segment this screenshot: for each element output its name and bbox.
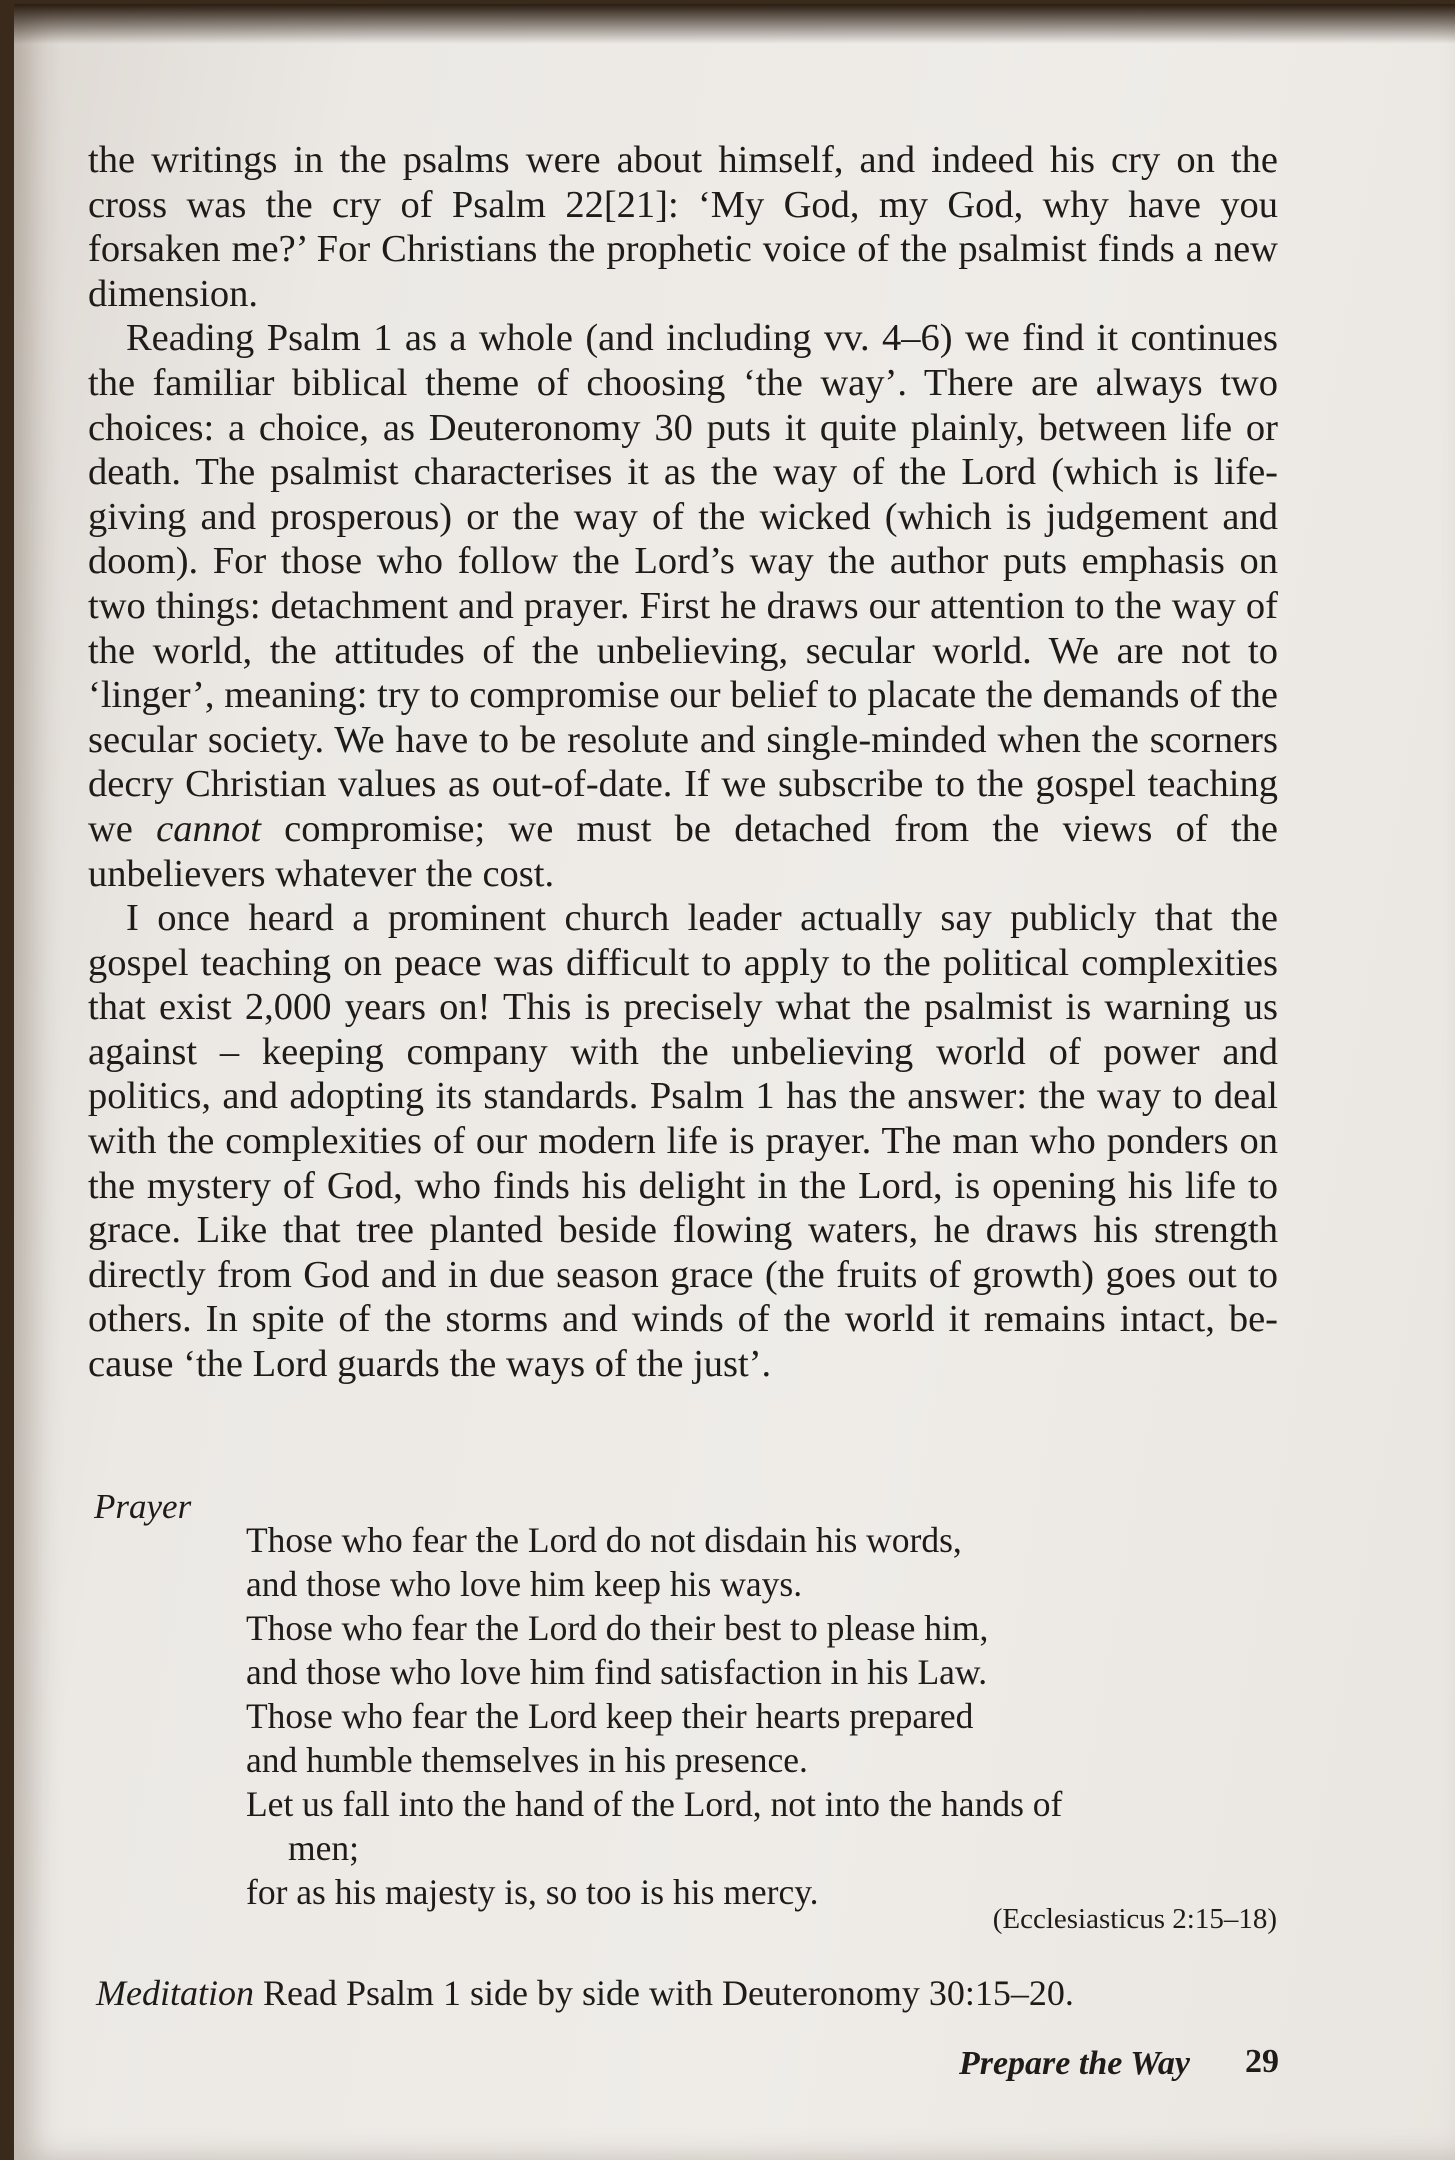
prayer-line: Let us fall into the hand of the Lord, not into the hands of <box>246 1784 1063 1824</box>
prayer-line: and those who love him find satisfaction in his Law. <box>246 1652 988 1692</box>
paragraph-2-end: compromise; we must be detached from the views of the unbelievers whatever the cost. <box>88 807 1278 895</box>
running-footer-title: Prepare the Way <box>958 2045 1190 2082</box>
prayer-line: Those who fear the Lord do their best to please him, <box>246 1608 989 1648</box>
prayer-line: Those who fear the Lord keep their hearts prepared <box>246 1696 974 1736</box>
prayer-line: Those who fear the Lord do not disdain his words, <box>246 1520 962 1560</box>
meditation-text: Read Psalm 1 side by side with Deuteronomy 30:15–20. <box>253 1973 1074 2013</box>
meditation <box>96 1972 1074 2014</box>
meditation-label: Meditation <box>96 1973 254 2013</box>
paragraph-3: I once heard a prominent church leader actually say publicly that the gospel teaching on peace was difficult to apply to the political complexities that exist 2,000 years on! This is precisely what the psalmist is warning us against – keeping company with the unbelieving world of power and politics, and adopting its standards. Psalm 1 has the answer: the way to deal with the complexities of our modern life is prayer. The man who ponders on the mystery of God, who finds his delight in the Lord, is opening his life to grace. Like that tree planted beside flowing waters, he draws his strength directly from God and in due season grace (the fruits of growth) goes out to others. In spite of the storms and winds of the world it remains intact, because ‘the Lord guards the ways of the just’. <box>88 897 1278 1386</box>
body-text <box>88 138 1278 1387</box>
prayer-line: for as his majesty is, so too is his mercy. <box>246 1872 819 1912</box>
prayer-line: and humble themselves in his presence. <box>246 1740 808 1780</box>
prayer-line: and those who love him keep his ways. <box>246 1564 803 1604</box>
prayer-heading: Prayer <box>94 1487 192 1526</box>
emphasis-we: we <box>88 807 133 850</box>
prayer-verse <box>246 1518 1286 1914</box>
paragraph-1: the writings in the psalms were about himself, and indeed his cry on the cross was the cry of Psalm 22[21]: ‘My God, my God, why have you forsaken me?’ For Christians the prophetic voice of the psalmist finds a new dimension. <box>88 139 1278 315</box>
prayer-line: men; <box>288 1828 359 1868</box>
page-number: 29 <box>1245 2043 1279 2080</box>
page-top-shadow <box>14 4 1455 44</box>
prayer-reference: (Ecclesiasticus 2:15–18) <box>992 1903 1277 1935</box>
paragraph-2 <box>88 316 1278 896</box>
emphasis-cannot: cannot <box>156 807 261 850</box>
paragraph-2-main: Reading Psalm 1 as a whole (and including vv. 4–6) we find it continues the familiar biblical theme of choosing ‘the way’. There are always two choices: a choice, as Deuteronomy 30 puts it quite plainly, between life or death. The psalmist characterises it as the way of the Lord (which is life-giving and prosperous) or the way of the wicked (which is judgement and doom). For those who follow the Lord’s way the author puts emphasis on two things: detachment and prayer. First he draws our attention to the way of the world, the attitudes of the unbelieving, secular world. We are not to ‘linger’, meaning: try to compromise our belief to placate the demands of the secular society. We have to be resolute and single-minded when the scorners decry Christian values as out-of-date. If we subscribe to the gospel teaching <box>88 317 1278 806</box>
